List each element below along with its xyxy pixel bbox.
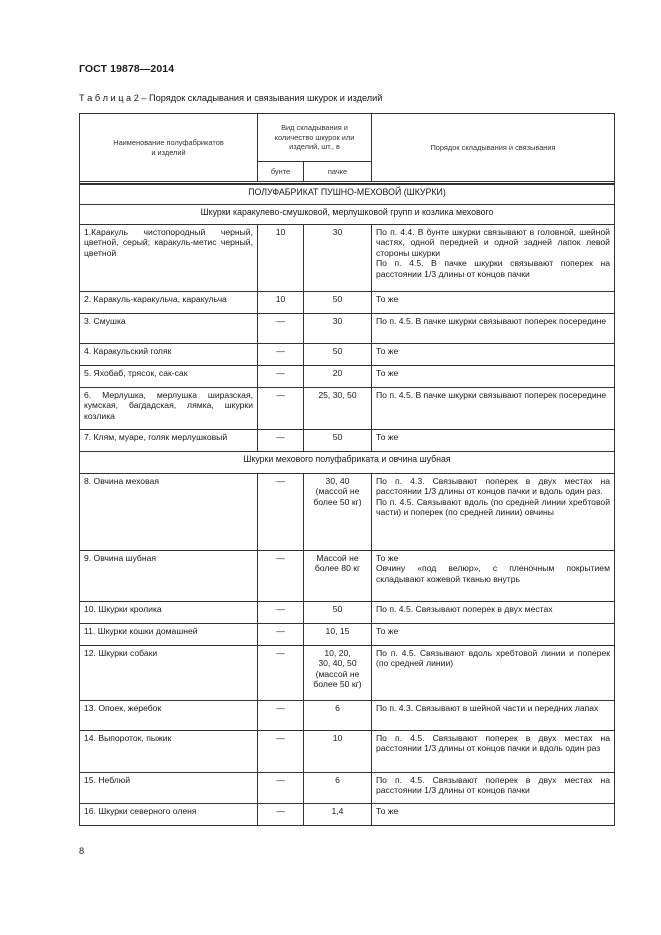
row-order: По п. 4.3. Связывают поперек в двух местах на расстоянии 1/3 длины от концов пачки и вдоль один раз. По п. 4.5. Связывают вдоль (по средней линии хребтовой части) и поперек (по средней линии) овчины — [372, 473, 615, 550]
table-row — [80, 387, 615, 429]
row-bunte: — — [258, 730, 304, 772]
table-row — [80, 645, 615, 700]
row-bunte: — — [258, 387, 304, 429]
table-row — [80, 623, 615, 645]
table-row — [80, 772, 615, 803]
row-name: 13. Опоек, жеребок — [80, 700, 258, 730]
table-row — [80, 429, 615, 451]
row-order: По п. 4.5. Связывают поперек в двух местах на расстоянии 1/3 длины от концов пачки — [372, 772, 615, 803]
col-name-header: Наименование полуфабрикатов и изделий — [80, 114, 258, 182]
row-name: 10. Шкурки кролика — [80, 601, 258, 623]
row-order: То же — [372, 623, 615, 645]
row-order: По п. 4.5. В пачке шкурки связывают поперек посередине — [372, 313, 615, 343]
row-name: 4. Каракульский голяк — [80, 343, 258, 365]
row-name: 3. Смушка — [80, 313, 258, 343]
row-order: То же — [372, 343, 615, 365]
row-name: 8. Овчина меховая — [80, 473, 258, 550]
row-name: 6. Мерлушка, мерлушка ширазская, кумская, багдадская, лямка, шкурки козлика — [80, 387, 258, 429]
row-pachke: 30, 40 (массой не более 50 кг) — [304, 473, 372, 550]
row-pachke: 50 — [304, 343, 372, 365]
row-name: 14. Выпороток, пыжик — [80, 730, 258, 772]
row-bunte: — — [258, 550, 304, 601]
table-row — [80, 473, 615, 550]
row-bunte: — — [258, 365, 304, 387]
subsection-1: Шкурки каракулево-смушковой, мерлушковой групп и козлика мехового — [80, 204, 615, 224]
table-row — [80, 343, 615, 365]
row-name: 15. Неблюй — [80, 772, 258, 803]
table-row — [80, 313, 615, 343]
row-bunte: — — [258, 803, 304, 825]
row-order: По п. 4.5. Связывают поперек в двух местах на расстоянии 1/3 длины от концов пачки и вдоль один раз — [372, 730, 615, 772]
row-name: 9. Овчина шубная — [80, 550, 258, 601]
table-caption: Т а б л и ц а 2 – Порядок складывания и связывания шкурок и изделий — [79, 93, 383, 103]
row-order: То же — [372, 429, 615, 451]
row-pachke: 50 — [304, 601, 372, 623]
col-type-header: Вид складывания и количество шкурок или изделий, шт., в — [258, 114, 372, 162]
row-bunte: — — [258, 473, 304, 550]
row-bunte: 10 — [258, 291, 304, 313]
row-pachke: 50 — [304, 429, 372, 451]
document-header: ГОСТ 19878—2014 — [79, 63, 175, 75]
row-order: По п. 4.4. В бунте шкурки связывают в головной, шейной частях, одной передней и одной задней лапок левой стороны шкурки По п. 4.5. В пачке шкурки связывают поперек на расстоянии 1/3 длины от концов пачки — [372, 224, 615, 291]
row-order: То же — [372, 291, 615, 313]
subsection-2: Шкурки мехового полуфабриката и овчина шубная — [80, 451, 615, 473]
row-name: 1.Каракуль чистопородный черный, цветной, серый; каракуль-метис черный, цветной — [80, 224, 258, 291]
table-row — [80, 803, 615, 825]
row-bunte: — — [258, 601, 304, 623]
table-row — [80, 550, 615, 601]
row-order: По п. 4.5. Связывают вдоль хребтовой линии и поперек (по средней линии) — [372, 645, 615, 700]
row-pachke: 30 — [304, 224, 372, 291]
row-bunte: — — [258, 623, 304, 645]
row-order: По п. 4.5. Связывают поперек в двух местах — [372, 601, 615, 623]
col-pachke-header: пачке — [304, 162, 372, 182]
row-name: 12. Шкурки собаки — [80, 645, 258, 700]
table-row — [80, 365, 615, 387]
row-pachke: 1,4 — [304, 803, 372, 825]
table-row — [80, 601, 615, 623]
row-order: По п. 4.3. Связывают в шейной части и передних лапах — [372, 700, 615, 730]
row-bunte: — — [258, 343, 304, 365]
table-row — [80, 700, 615, 730]
row-name: 16. Шкурки северного оленя — [80, 803, 258, 825]
packing-table — [79, 113, 615, 826]
section-main: ПОЛУФАБРИКАТ ПУШНО-МЕХОВОЙ (ШКУРКИ) — [80, 184, 615, 204]
row-bunte: 10 — [258, 224, 304, 291]
row-name: 7. Клям, муаре, голяк мерлушковый — [80, 429, 258, 451]
row-bunte: — — [258, 700, 304, 730]
table-row — [80, 730, 615, 772]
table-row — [80, 224, 615, 291]
row-name: 11. Шкурки кошки домашней — [80, 623, 258, 645]
row-pachke: 25, 30, 50 — [304, 387, 372, 429]
row-pachke: 6 — [304, 700, 372, 730]
row-bunte: — — [258, 772, 304, 803]
row-order: То же Овчину «под велюр», с пленочным покрытием складывают кожевой тканью внутрь — [372, 550, 615, 601]
row-pachke: 6 — [304, 772, 372, 803]
row-order: То же — [372, 803, 615, 825]
row-bunte: — — [258, 645, 304, 700]
row-pachke: 50 — [304, 291, 372, 313]
col-bunte-header: бунте — [258, 162, 304, 182]
row-pachke: 10, 20, 30, 40, 50 (массой не более 50 кг) — [304, 645, 372, 700]
row-name: 2. Каракуль-каракульча, каракульча — [80, 291, 258, 313]
col-order-header: Порядок складывания и связывания — [372, 114, 615, 182]
row-pachke: 10 — [304, 730, 372, 772]
row-pachke: 20 — [304, 365, 372, 387]
row-order: То же — [372, 365, 615, 387]
table-row — [80, 291, 615, 313]
row-bunte: — — [258, 313, 304, 343]
row-order: По п. 4.5. В пачке шкурки связывают поперек посередине — [372, 387, 615, 429]
row-pachke: Массой не более 80 кг — [304, 550, 372, 601]
row-name: 5. Яхобаб, трясок, сак-сак — [80, 365, 258, 387]
page-number: 8 — [79, 846, 85, 856]
row-pachke: 10, 15 — [304, 623, 372, 645]
row-pachke: 30 — [304, 313, 372, 343]
row-bunte: — — [258, 429, 304, 451]
